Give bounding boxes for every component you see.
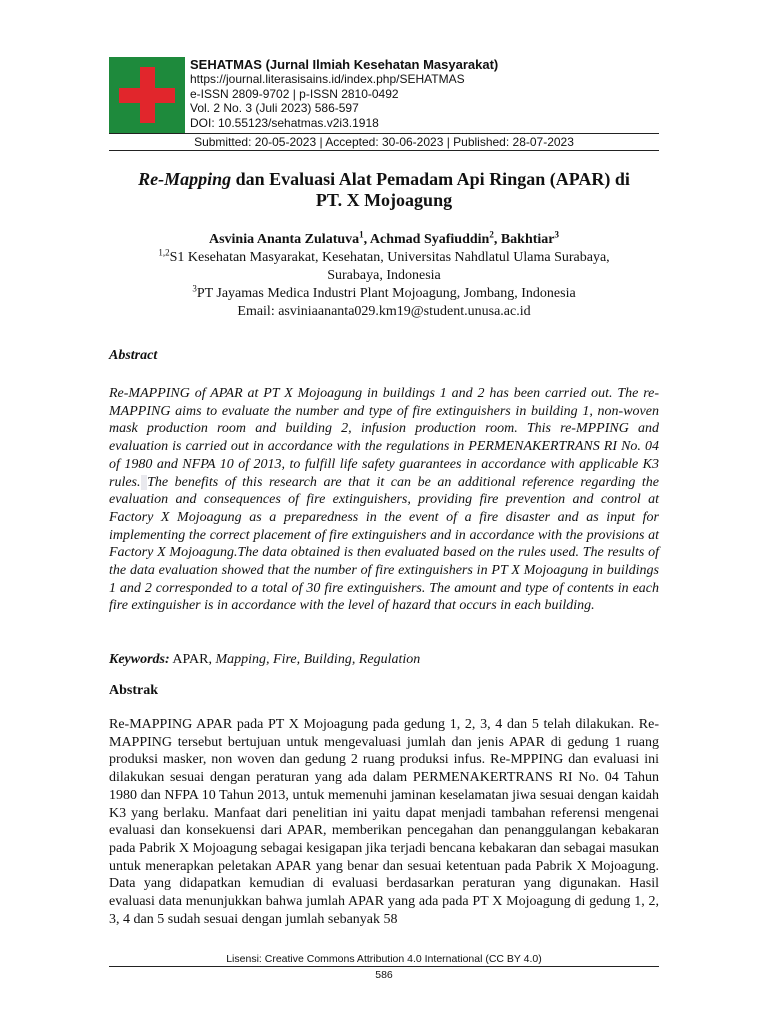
journal-info — [190, 57, 498, 130]
author-sep: , — [493, 232, 501, 247]
author-email[interactable]: Email: asviniaananta029.km19@student.unusa.ac.id — [237, 304, 531, 319]
author-1-sup: 1 — [359, 229, 364, 240]
keywords-rest: Mapping, Fire, Building, Regulation — [215, 652, 421, 667]
author-2: Achmad Syafiuddin — [369, 232, 490, 247]
keywords-label: Keywords: — [109, 652, 170, 667]
abstrak-text: Re-MAPPING APAR pada PT X Mojoagung pada gedung 1, 2, 3, 4 dan 5 telah dilakukan. Re-MAPPING tersebut bertujuan untuk mengevaluasi jumlah dan jenis APAR di gedung 1 ruang produksi masker, non woven dan gedung 2 ruang produksi infus. Re-MPPING dan evaluasi ini dilakukan sesuai dengan peraturan yang ada dalam PERMENAKERTRANS RI No. 04 Tahun 1980 dan NFPA 10 Tahun 2013, untuk memenuhi jaminan keselamatan jiwa sesuai dengan kaidah K3 yang berlaku. Manfaat dari penelitian ini yaitu dapat menjadi tambahan referensi mengenai evaluasi dan konsekuensi dari APAR, memberikan pencegahan dan penanggulangan kebakaran pada Pabrik X Mojoagung sebagai kesigapan jika terjadi bencana kebakaran dan sebagai masukan untuk menerapkan peletakan APAR yang benar dan sesuai ketentuan pada Pabrik X Mojoagung. Data yang didapatkan kemudian di evaluasi berdasarkan peraturan yang digunakan. Hasil evaluasi data menunjukkan bahwa jumlah APAR yang ada pada PT X Mojoagung di gedung 1, 2, 3, 4 dan 5 sudah sesuai dengan jumlah sebanyak 58 — [109, 717, 659, 927]
title-italic: Re-Mapping — [138, 169, 232, 189]
journal-name: SEHATMAS (Jurnal Ilmiah Kesehatan Masyarakat) — [190, 57, 499, 72]
title-line2: PT. X Mojoagung — [315, 190, 453, 210]
header-rule-top — [109, 133, 659, 134]
author-1: Asvinia Ananta Zulatuva — [208, 232, 360, 247]
title-line1: dan Evaluasi Alat Pemadam Api Ringan (APAR) di — [231, 169, 630, 189]
affiliation-1-line1: S1 Kesehatan Masyarakat, Kesehatan, Universitas Nahdlatul Ulama Surabaya, — [169, 250, 610, 265]
submission-dates: Submitted: 20-05-2023 | Accepted: 30-06-2023 | Published: 28-07-2023 — [194, 135, 574, 149]
journal-header — [109, 57, 659, 133]
affiliation-1 — [109, 249, 659, 267]
author-sep: , — [363, 232, 370, 247]
abstrak-heading: Abstrak — [109, 683, 159, 698]
affiliation-2-sup: 3 — [192, 283, 197, 294]
affiliation-2 — [109, 285, 659, 303]
abstract-heading: Abstract — [109, 348, 158, 363]
keywords-first: APAR, — [169, 652, 216, 667]
affiliation-1-line2: Surabaya, Indonesia — [327, 268, 441, 283]
keywords — [109, 652, 659, 668]
abstract-text — [109, 385, 659, 615]
authors-block — [109, 231, 659, 321]
journal-doi[interactable]: DOI: 10.55123/sehatmas.v2i3.1918 — [190, 115, 379, 130]
header-rule-bottom — [109, 150, 659, 151]
abstract-text-part2: The benefits of this research are that it can be an additional reference regarding the evaluation and consequences of fire extinguishers, providing fire prevention and control at Factory X Mojoagung as a preparedness in the event of a fire disaster and as input for implementing the correct placement of fire extinguishers and in accordance with the provisions at Factory X Mojoagung.The data obtained is then evaluated based on the rules used. The results of the data evaluation showed that the number of fire extinguishers in PT X Mojoagung in buildings 1 and 2 corresponded to a total of 30 fire extinguishers. The amount and type of contents in each fire extinguisher is in accordance with the level of hazard that occurs in each building. — [109, 474, 659, 614]
author-2-sup: 2 — [489, 229, 494, 240]
author-3-sup: 3 — [554, 229, 560, 240]
journal-url[interactable]: https://journal.literasisains.id/index.php/SEHATMAS — [190, 72, 465, 86]
journal-logo-cross-icon — [109, 57, 185, 133]
affiliation-2-text: PT Jayamas Medica Industri Plant Mojoagung, Jombang, Indonesia — [196, 286, 576, 301]
journal-issn: e-ISSN 2809-9702 | p-ISSN 2810-0492 — [190, 86, 399, 101]
author-names — [109, 231, 659, 249]
journal-volume: Vol. 2 No. 3 (Juli 2023) 586-597 — [190, 101, 359, 115]
page-number: 586 — [375, 969, 393, 981]
affiliation-1-sup: 1,2 — [158, 247, 170, 258]
license-text[interactable]: Lisensi: Creative Commons Attribution 4.0 International (CC BY 4.0) — [226, 953, 542, 965]
abstract-text-part1: Re-MAPPING of APAR at PT X Mojoagung in buildings 1 and 2 has been carried out. The re-MAPPING aims to evaluate the number and type of fire extinguishers in building 1, non-woven mask production room and building 2, infusion production room. This re-MPPING and evaluation is carried out in accordance with the regulations in PERMENAKERTRANS RI No. 04 of 1980 and NFPA 10 of 2013, to fulfill life safety guarantees in accordance with applicable K3 rules. — [109, 386, 659, 490]
footer-rule — [109, 966, 659, 967]
author-3: Bakhtiar — [500, 232, 555, 247]
article-title — [109, 169, 659, 211]
